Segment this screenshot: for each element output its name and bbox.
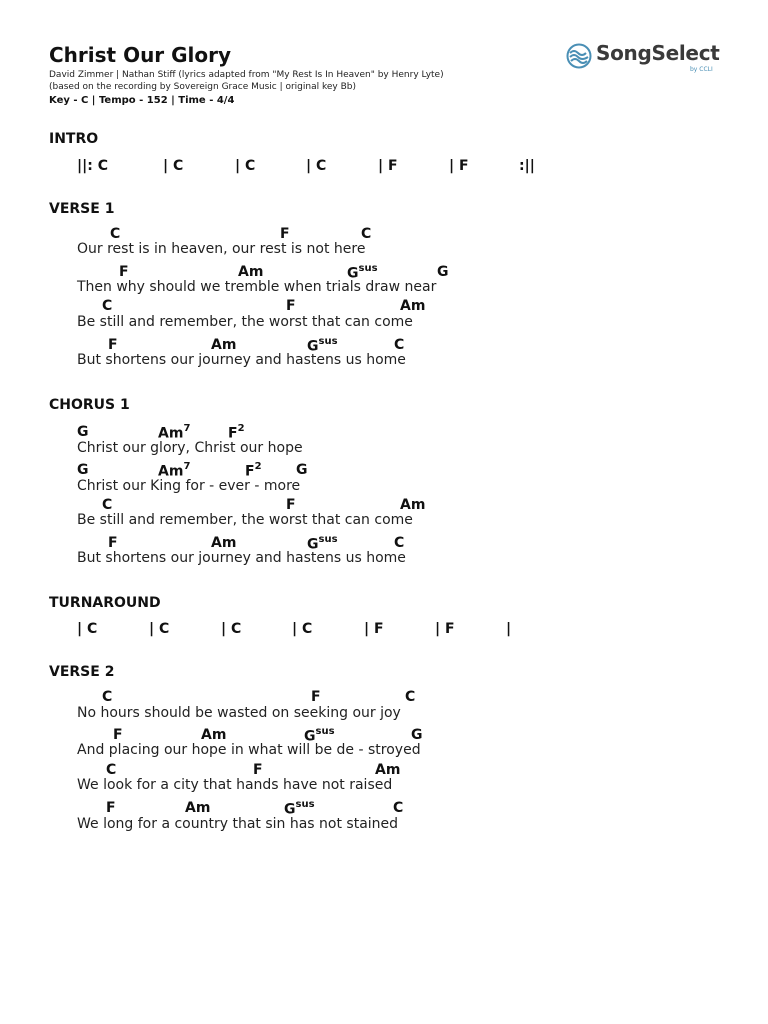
chord: Am xyxy=(400,497,426,513)
chord: Am xyxy=(238,264,264,280)
chord: $G^{sus}$ xyxy=(307,534,338,553)
chord: C xyxy=(394,337,405,353)
chord: Am xyxy=(400,298,426,314)
logo-sub: by CCLI xyxy=(690,66,713,73)
lyric-line: We look for a city that hands have not raised xyxy=(77,777,393,793)
chord: $G^{sus}$ xyxy=(307,336,338,355)
turnaround-bar: | C xyxy=(77,621,98,637)
logo-wordmark: SongSelect xyxy=(596,41,720,65)
chord: G xyxy=(296,462,308,478)
chord: C xyxy=(393,800,404,816)
intro-bar: :|| xyxy=(519,158,535,174)
chord: G xyxy=(437,264,449,280)
chord: $G^{sus}$ xyxy=(304,726,335,745)
lyric-line: Be still and remember, the worst that can come xyxy=(77,314,413,330)
chord: F xyxy=(108,337,118,353)
turnaround-bar: | C xyxy=(149,621,170,637)
chord: C xyxy=(361,226,372,242)
chord: $G^{sus}$ xyxy=(284,799,315,818)
turnaround-bar: | F xyxy=(364,621,384,637)
chord: G xyxy=(77,462,89,478)
key-tempo-time: Key - C | Tempo - 152 | Time - 4/4 xyxy=(49,95,235,106)
section-intro: INTRO xyxy=(49,131,99,147)
lyric-line: Christ our King for - ever - more xyxy=(77,478,301,494)
chord: $F^2$ xyxy=(228,423,245,442)
chord: F xyxy=(280,226,290,242)
section-verse-1: VERSE 1 xyxy=(49,201,115,217)
lyric-line: And placing our hope in what will be de - stroyed xyxy=(77,742,421,758)
lyric-line: We long for a country that sin has not stained xyxy=(77,816,399,832)
intro-bar: | C xyxy=(235,158,256,174)
intro-bar: | C xyxy=(163,158,184,174)
section-turnaround: TURNAROUND xyxy=(49,595,161,611)
chord: F xyxy=(253,762,263,778)
chord: Am xyxy=(211,337,237,353)
turnaround-bar: | C xyxy=(221,621,242,637)
chord: C xyxy=(394,535,405,551)
turnaround-bar: | C xyxy=(292,621,313,637)
chord: C xyxy=(106,762,117,778)
lyric-line: Our rest is in heaven, our rest is not here xyxy=(77,241,366,257)
intro-bar: | F xyxy=(378,158,398,174)
chord: C xyxy=(405,689,416,705)
chord: Am xyxy=(185,800,211,816)
chord: G xyxy=(77,424,89,440)
chord: Am$^7$ xyxy=(158,423,191,442)
songselect-waves-icon xyxy=(566,43,592,69)
lyric-line: Christ our glory, Christ our hope xyxy=(77,440,303,456)
chord: F xyxy=(311,689,321,705)
chord: Am xyxy=(211,535,237,551)
song-source: (based on the recording by Sovereign Grace Music | original key Bb) xyxy=(49,82,356,92)
lyric-line: But shortens our journey and hastens us home xyxy=(77,550,406,566)
intro-bar: | C xyxy=(306,158,327,174)
intro-bar: ||: C xyxy=(77,158,108,174)
chord: F xyxy=(286,497,296,513)
chord: F xyxy=(286,298,296,314)
chord: F xyxy=(119,264,129,280)
chord: Am$^7$ xyxy=(158,461,191,480)
chord: C xyxy=(110,226,121,242)
songselect-logo xyxy=(566,41,726,75)
section-chorus-1: CHORUS 1 xyxy=(49,397,130,413)
chord: Am xyxy=(201,727,227,743)
lyric-line: Be still and remember, the worst that can come xyxy=(77,512,413,528)
turnaround-bar: | F xyxy=(435,621,455,637)
song-title: Christ Our Glory xyxy=(49,43,232,67)
lyric-line: Then why should we tremble when trials draw near xyxy=(77,279,437,295)
song-credits: David Zimmer | Nathan Stiff (lyrics adapted from "My Rest Is In Heaven" by Henry Lyte) xyxy=(49,70,444,80)
lyric-line: But shortens our journey and hastens us home xyxy=(77,352,406,368)
chord: C xyxy=(102,497,113,513)
chord: G xyxy=(411,727,423,743)
chord: F xyxy=(113,727,123,743)
chord: Am xyxy=(375,762,401,778)
chord: $F^2$ xyxy=(245,461,262,480)
section-verse-2: VERSE 2 xyxy=(49,664,115,680)
lyric-line: No hours should be wasted on seeking our joy xyxy=(77,705,401,721)
chord: C xyxy=(102,689,113,705)
chord: F xyxy=(106,800,116,816)
chord: F xyxy=(108,535,118,551)
intro-bar: | F xyxy=(449,158,469,174)
chord: C xyxy=(102,298,113,314)
chord: $G^{sus}$ xyxy=(347,263,378,282)
turnaround-bar: | xyxy=(506,621,512,637)
